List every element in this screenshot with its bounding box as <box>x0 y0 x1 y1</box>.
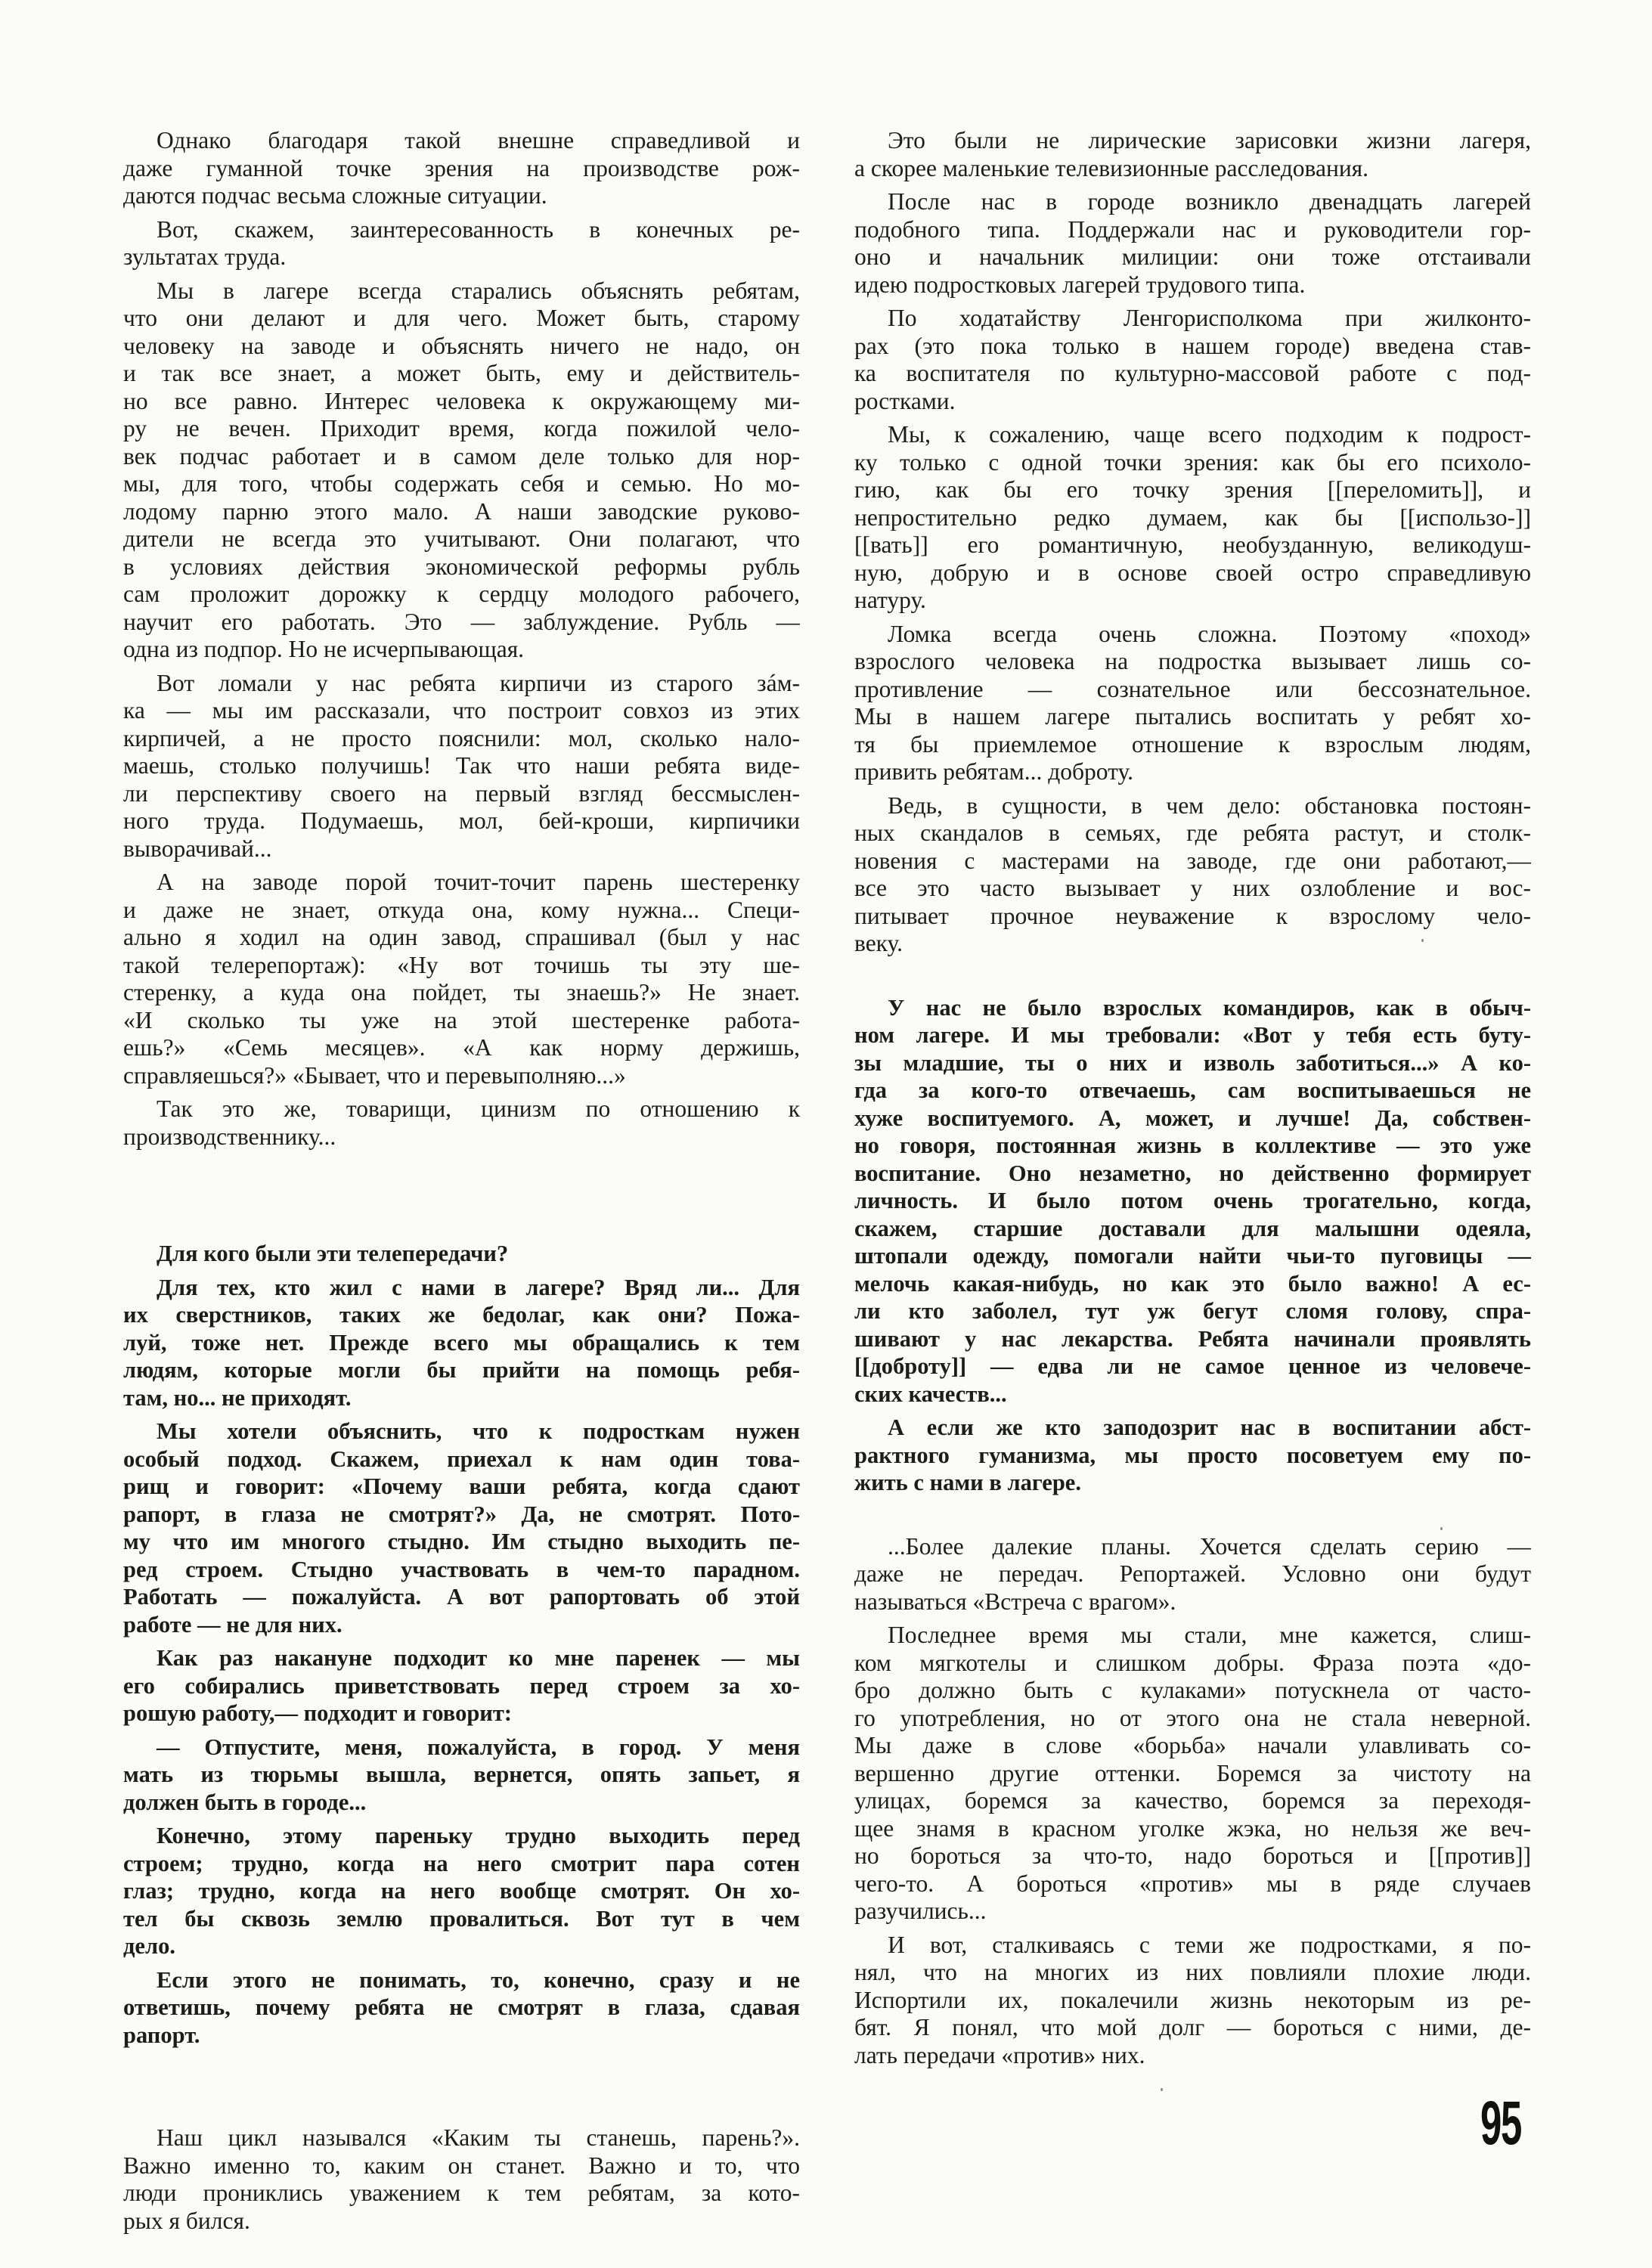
text-line: строем; трудно, когда на него смотрит пара сотен <box>123 1850 800 1876</box>
text-line: воспитание. Оно незаметно, но действенно формирует <box>854 1160 1531 1186</box>
text-line: му что им многого стыдно. Им стыдно выходить пе- <box>123 1529 800 1554</box>
text-line: скажем, старшие доставали для малышни одеяла, <box>854 1215 1531 1241</box>
text-line: новения с мастерами на заводе, где они работают,— <box>854 847 1531 874</box>
text-line: бро должно быть с кулаками» потускнела от часто- <box>854 1677 1531 1703</box>
text-line: называться «Встреча с врагом». <box>854 1588 1176 1615</box>
text-line: Мы даже в слове «борьба» начали улавливать со- <box>854 1732 1531 1758</box>
text-line: ка — мы им рассказали, что построит совхоз из этих <box>123 697 800 723</box>
paragraph <box>854 188 1531 299</box>
text-line: ного труда. Подумаешь, мол, бей-кроши, кирпичики <box>123 807 800 834</box>
text-line: работе — не для них. <box>123 1611 342 1637</box>
text-line: маешь, столько получишь! Так что наши ребята виде- <box>123 752 800 779</box>
text-line: личность. И было потом очень трогательно, когда, <box>854 1188 1531 1213</box>
text-line: а скорее маленькие телевизионные расследования. <box>854 154 1369 181</box>
paragraph <box>123 1966 800 2050</box>
text-line: После нас в городе возникло двенадцать лагерей <box>888 188 1531 215</box>
text-line: гию, как бы его точку зрения [[переломить]], и <box>854 476 1531 503</box>
text-line: ли перспективу своего на первый взгляд бессмыслен- <box>123 779 800 807</box>
text-line: Мы в лагере всегда старались объяснять ребятам, <box>157 277 800 304</box>
text-line: Конечно, этому пареньку трудно выходить перед <box>157 1823 800 1848</box>
text-line: [[вать]] его романтичную, необузданную, великодуш- <box>854 531 1531 558</box>
text-line: нял, что на многих из них повлияли плохие люди. <box>854 1959 1531 1985</box>
text-line: Наш цикл назывался «Каким ты станешь, парень?». <box>157 2124 800 2151</box>
text-line: идею подростковых лагерей трудового типа. <box>854 271 1306 298</box>
text-line: люди прониклись уважением к тем ребятам, за кото- <box>123 2180 800 2206</box>
text-line: глаз; трудно, когда на него вообще смотрят. Он хо- <box>123 1878 800 1904</box>
paragraph <box>854 994 1531 1408</box>
text-line: подобного типа. Поддержали нас и руководители гор- <box>854 215 1531 243</box>
paragraph <box>123 1822 800 1960</box>
text-line: стеренку, а куда она пойдет, ты знаешь?» Не знает. <box>123 979 800 1005</box>
paragraph <box>123 869 800 1089</box>
text-line: лодому парню этого мало. А наши заводские руково- <box>123 497 800 525</box>
text-line: ком мягкотелы и слишком добры. Фраза поэта «до- <box>854 1649 1531 1676</box>
text-line: даже не передач. Репортажей. Условно они будут <box>854 1560 1531 1587</box>
text-line: питывает прочное неуважение к взрослому чело- <box>854 902 1531 929</box>
text-line: По ходатайству Ленгорисполкома при жилконто- <box>888 305 1531 331</box>
text-line: Для тех, кто жил с нами в лагере? Вряд ли... Для <box>157 1274 800 1300</box>
text-line: ...Более далекие планы. Хочется сделать серию — <box>888 1532 1531 1560</box>
text-line: Важно именно то, каким он станет. Важно и то, что <box>123 2152 800 2179</box>
text-line: одна из подпор. Но не исчерпывающая. <box>123 636 525 662</box>
text-line: рых я бился. <box>123 2207 250 2234</box>
text-line: человеку на заводе и объяснять ничего не надо, он <box>123 332 800 359</box>
text-line: Мы в нашем лагере пытались воспитать у ребят хо- <box>854 703 1531 730</box>
text-line: Это были не лирические зарисовки жизни лагеря, <box>888 127 1531 153</box>
text-line: зультатах труда. <box>123 243 287 270</box>
text-line: научит его работать. Это — заблуждение. Рубль — <box>123 608 800 635</box>
text-line: ально я ходил на один завод, спрашивал (был у нас <box>123 924 800 950</box>
text-line: рактного гуманизма, мы просто посоветуем ему по- <box>854 1442 1531 1468</box>
text-line: Последнее время мы стали, мне кажется, слиш- <box>888 1622 1531 1648</box>
paragraph <box>854 1932 1531 2070</box>
paragraph <box>854 621 1531 786</box>
text-line: ную, добрую и в основе своей остро справедливую <box>854 559 1531 586</box>
text-line: улицах, боремся за качество, боремся за переходя- <box>854 1787 1531 1814</box>
print-speck <box>1421 939 1424 942</box>
text-line: рищ и говорит: «Почему ваши ребята, когда сдают <box>123 1473 800 1499</box>
text-line: луй, тоже нет. Прежде всего мы обращались к тем <box>123 1329 800 1356</box>
text-line: мать из тюрьмы вышла, вернется, опять запьет, я <box>123 1761 800 1787</box>
text-line: ред строем. Стыдно участвовать в чем-то парадном. <box>123 1556 800 1582</box>
paragraph <box>123 670 800 863</box>
text-line: го употребления, но от этого она не стала неверной. <box>854 1704 1531 1731</box>
text-line: бят. Я понял, что мой долг — бороться с ними, де- <box>854 2014 1531 2040</box>
text-line: ном лагере. И мы требовали: «Вот у тебя есть буту- <box>854 1022 1531 1048</box>
text-line: но все равно. Интерес человека к окружающему ми- <box>123 387 800 414</box>
text-line: ру не вечен. Приходит время, когда пожилой чело- <box>123 415 800 442</box>
print-speck <box>1161 2088 1163 2091</box>
text-line: такой телерепортаж): «Ну вот точишь ты эту ше- <box>123 951 800 978</box>
text-line: дители не всегда это учитывают. Они полагают, что <box>123 525 800 552</box>
text-line: Мы, к сожалению, чаще всего подходим к подрост- <box>888 421 1531 448</box>
text-line: — Отпустите, меня, пожалуйста, в город. У меня <box>157 1734 800 1760</box>
paragraph <box>854 1533 1531 1616</box>
text-line: и даже не знает, откуда она, кому нужна... Специ- <box>123 896 800 923</box>
text-line: щее знамя в красном уголке жэка, но нельзя же веч- <box>854 1814 1531 1842</box>
paragraph <box>854 127 1531 182</box>
paragraph <box>123 1240 800 1268</box>
text-line: ку только с одной точки зрения: как бы его психоло- <box>854 448 1531 476</box>
text-line: в условиях действия экономической реформы рубль <box>123 553 800 580</box>
text-line: [[доброту]] — едва ли не самое ценное из человече- <box>854 1353 1531 1379</box>
text-line: дело. <box>123 1933 175 1959</box>
text-line: веку. <box>854 930 903 956</box>
text-line: непростительно редко думаем, как бы [[использо-]] <box>854 503 1531 531</box>
text-line: Если этого не понимать, то, конечно, сразу и не <box>157 1966 800 1993</box>
text-line: ских качеств... <box>854 1380 1007 1407</box>
text-line: Ведь, в сущности, в чем дело: обстановка постоян- <box>888 792 1531 819</box>
paragraph <box>123 1418 800 1638</box>
text-line: сам проложит дорожку к сердцу молодого рабочего, <box>123 581 800 607</box>
text-line: хуже воспитуемого. А, может, и лучше! Да, собствен- <box>854 1105 1531 1131</box>
text-line: Так это же, товарищи, цинизм по отношению к <box>157 1095 800 1122</box>
text-line: там, но... не приходят. <box>123 1384 352 1411</box>
text-line: ответишь, почему ребята не смотрят в глаза, сдавая <box>123 1994 800 2020</box>
paragraph <box>123 1734 800 1817</box>
text-line: «И сколько ты уже на этой шестеренке работа- <box>123 1006 800 1033</box>
text-line: даже гуманной точке зрения на производстве рож- <box>123 154 800 181</box>
text-line: век подчас работает и в самом деле только для нор- <box>123 442 800 469</box>
text-line: Как раз накануне подходит ко мне паренек — мы <box>157 1645 800 1671</box>
text-line: Однако благодаря такой внешне справедливой и <box>157 127 800 153</box>
paragraph <box>854 1622 1531 1926</box>
text-line: даются подчас весьма сложные ситуации. <box>123 182 547 209</box>
text-line: что они делают и для чего. Может быть, старому <box>123 305 800 331</box>
text-line: но бороться за что-то, надо бороться и [[против]] <box>854 1842 1531 1869</box>
text-line: должен быть в городе... <box>123 1789 367 1815</box>
text-line: У нас не было взрослых командиров, как в обыч- <box>888 994 1531 1021</box>
text-line: жить с нами в лагере. <box>854 1470 1081 1495</box>
text-line: натуру. <box>854 587 926 613</box>
text-line: А на заводе порой точит-точит парень шестеренку <box>157 869 800 895</box>
paragraph <box>854 1414 1531 1497</box>
print-speck <box>1440 1527 1443 1530</box>
text-line: Работать — пожалуйста. А вот рапортовать об этой <box>123 1584 800 1610</box>
paragraph <box>854 305 1531 415</box>
text-line: вершенно другие оттенки. Боремся за чистоту на <box>854 1759 1531 1786</box>
text-line: рошую работу,— подходит и говорит: <box>123 1700 512 1726</box>
text-line: Ломка всегда очень сложна. Поэтому «поход» <box>888 620 1531 647</box>
text-line: гда за кого-то отвечаешь, сам воспитываешься не <box>854 1077 1531 1103</box>
text-line: людям, которые могли бы прийти на помощь ребя- <box>123 1357 800 1383</box>
text-line: Для кого были эти телепередачи? <box>157 1241 509 1266</box>
text-line: шивают у нас лекарства. Ребята начинали проявлять <box>854 1325 1531 1352</box>
text-line: Мы хотели объяснить, что к подросткам нужен <box>157 1418 800 1444</box>
right-column <box>854 127 1531 2069</box>
text-line: и так все знает, а может быть, ему и действитель- <box>123 360 800 386</box>
text-line: оно и начальник милиции: они тоже отстаивали <box>854 243 1531 270</box>
text-line: А если же кто заподозрит нас в воспитании абст- <box>888 1414 1531 1440</box>
text-line: противление — сознательное или бессознательное. <box>854 675 1531 702</box>
text-line: рапорт. <box>123 2022 200 2048</box>
text-line: их сверстников, таких же бедолаг, как они? Пожа- <box>123 1302 800 1328</box>
text-line: кирпичей, а не просто пояснили: мол, сколько нало- <box>123 724 800 751</box>
text-line: тя бы приемлемое отношение к взрослым людям, <box>854 730 1531 758</box>
text-line: мелочь какая-нибудь, но как это было важно! А ес- <box>854 1270 1531 1297</box>
left-column <box>123 127 800 2235</box>
text-line: выворачивай... <box>123 835 272 862</box>
paragraph <box>123 1274 800 1412</box>
text-line: ных скандалов в семьях, где ребята растут, и столк- <box>854 820 1531 846</box>
paragraph <box>123 216 800 271</box>
text-line: Испортили их, покалечили жизнь некоторым из ре- <box>854 1986 1531 2013</box>
paragraph <box>123 2124 800 2235</box>
paragraph <box>854 792 1531 958</box>
text-line: но говоря, постоянная жизнь в коллективе — это уже <box>854 1132 1531 1158</box>
text-line: Вот, скажем, заинтересованность в конечных ре- <box>157 215 800 243</box>
text-line: привить ребятам... доброту. <box>854 758 1133 785</box>
page-number: 95 <box>1480 2089 1522 2158</box>
paragraph <box>123 277 800 664</box>
text-line: зы младшие, ты о них и изволь заботиться...» А ко- <box>854 1049 1531 1076</box>
paragraph <box>854 421 1531 615</box>
text-line: особый подход. Скажем, приехал к нам один това- <box>123 1445 800 1472</box>
text-line: его собирались приветствовать перед строем за хо- <box>123 1672 800 1699</box>
paragraph <box>123 127 800 210</box>
text-line: тел бы сквозь землю провалиться. Вот тут в чем <box>123 1905 800 1932</box>
text-line: штопали одежду, помогали найти чьи-то пуговицы — <box>854 1243 1531 1269</box>
text-line: производственнику... <box>123 1123 336 1150</box>
text-line: взрослого человека на подростка вызывает лишь со- <box>854 648 1531 674</box>
text-line: ка воспитателя по культурно-массовой работе с под- <box>854 360 1531 386</box>
text-line: мы, для того, чтобы содержать себя и семью. Но мо- <box>123 470 800 497</box>
text-line: рах (это пока только в нашем городе) введена став- <box>854 332 1531 359</box>
text-line: разучились... <box>854 1898 987 1924</box>
text-line: все это часто вызывает у них озлобление и вос- <box>854 875 1531 901</box>
text-line: ешь?» «Семь месяцев». «А как норму держишь, <box>123 1034 800 1061</box>
text-line: справляешься?» «Бывает, что и перевыполняю...» <box>123 1061 626 1089</box>
text-line: лать передачи «против» них. <box>854 2041 1145 2068</box>
paragraph <box>123 1644 800 1727</box>
text-line: рапорт, в глаза не смотрят?» Да, не смотрят. Пото- <box>123 1501 800 1527</box>
text-line: чего-то. А бороться «против» мы в ряде случаев <box>854 1870 1531 1897</box>
paragraph <box>123 1095 800 1151</box>
text-line: Вот ломали у нас ребята кирпичи из старого зáм- <box>157 669 800 696</box>
text-line: ростками. <box>854 387 956 414</box>
text-line: И вот, сталкиваясь с теми же подростками, я по- <box>888 1931 1531 1958</box>
text-line: ли кто заболел, тут уж бегут сломя голову, спра- <box>854 1298 1531 1324</box>
